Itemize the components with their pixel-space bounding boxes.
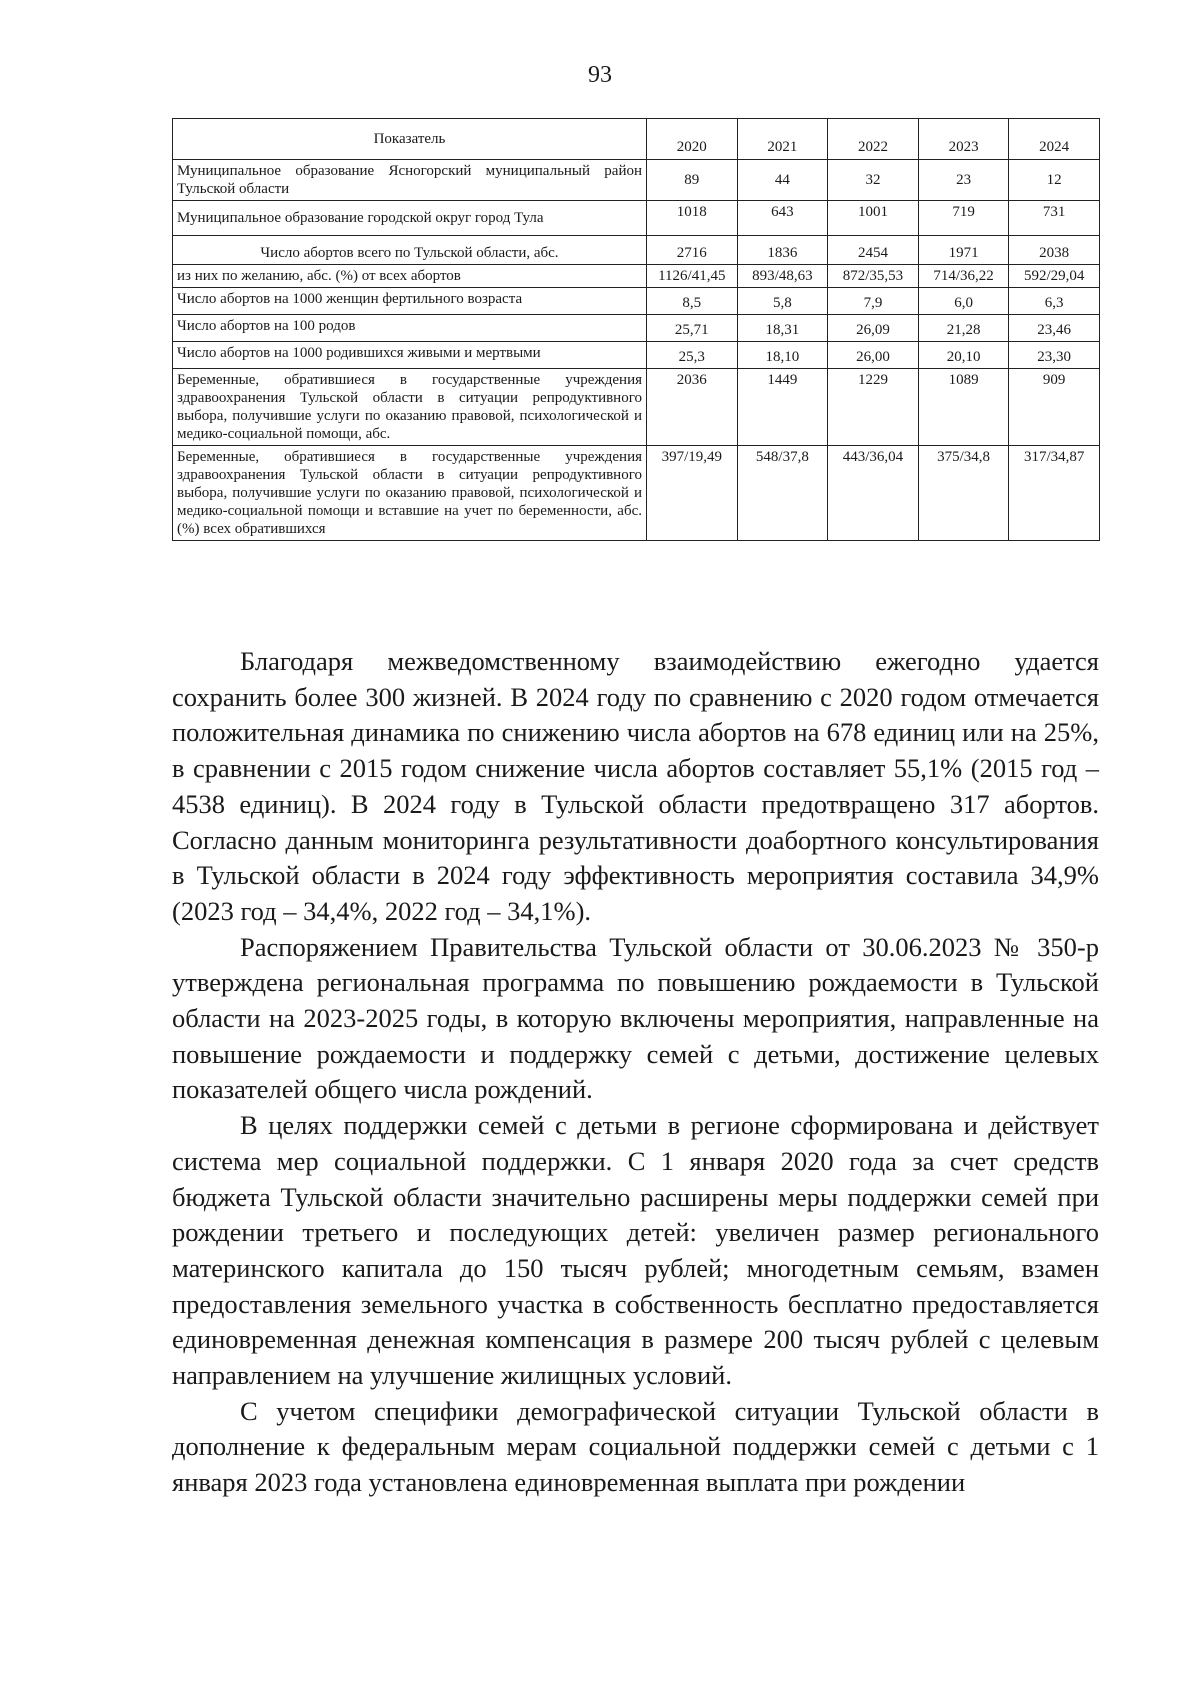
- table-cell: 548/37,8: [737, 446, 828, 541]
- table-cell: 2454: [828, 236, 919, 265]
- table-cell: 18,10: [737, 342, 828, 369]
- table-row: [173, 265, 1100, 288]
- table-cell: 2716: [647, 236, 738, 265]
- table-cell: 2036: [647, 369, 738, 446]
- table-row: [173, 288, 1100, 315]
- table-cell: 1089: [918, 369, 1009, 446]
- table-cell: 6,0: [918, 288, 1009, 315]
- paragraph: С учетом специфики демографической ситуации Тульской области в дополнение к федеральным мерам социальной поддержки семей с детьми с 1 января 2023 года установлена единовременная выплата при рождении: [172, 1395, 1099, 1498]
- row-label: Число абортов на 100 родов: [173, 315, 647, 342]
- table-row: [173, 342, 1100, 369]
- table-cell: 443/36,04: [828, 446, 919, 541]
- table-cell: 21,28: [918, 315, 1009, 342]
- table-cell: 18,31: [737, 315, 828, 342]
- table-cell: 317/34,87: [1009, 446, 1100, 541]
- table-cell: 731: [1009, 201, 1100, 236]
- table-cell: 12: [1009, 160, 1100, 201]
- row-label: Муниципальное образование Ясногорский муниципальный район Тульской области: [173, 160, 647, 201]
- row-label: Число абортов на 1000 женщин фертильного возраста: [173, 288, 647, 315]
- table-cell: 26,09: [828, 315, 919, 342]
- table-cell: 909: [1009, 369, 1100, 446]
- table-row: [173, 160, 1100, 201]
- table-cell: 397/19,49: [647, 446, 738, 541]
- table-cell: 32: [828, 160, 919, 201]
- table-cell: 592/29,04: [1009, 265, 1100, 288]
- table-cell: 5,8: [737, 288, 828, 315]
- table-cell: 893/48,63: [737, 265, 828, 288]
- row-label: из них по желанию, абс. (%) от всех абортов: [173, 265, 647, 288]
- table-cell: 23,46: [1009, 315, 1100, 342]
- table-cell: 6,3: [1009, 288, 1100, 315]
- table-cell: 719: [918, 201, 1009, 236]
- paragraph: В целях поддержки семей с детьми в регионе сформирована и действует система мер социальной поддержки. С 1 января 2020 года за счет средств бюджета Тульской области значительно расширены меры поддержки семей при рождении третьего и последующих детей: увеличен размер регионального материнского капитала до 150 тысяч рублей; многодетным семьям, взамен предоставления земельного участка в собственность бесплатно предоставляется единовременная денежная компенсация в размере 200 тысяч рублей с целевым направлением на улучшение жилищных условий.: [172, 1110, 1099, 1391]
- table-row: [173, 315, 1100, 342]
- table-row: [173, 446, 1100, 541]
- paragraph: Благодаря межведомственному взаимодействию ежегодно удается сохранить более 300 жизней. В 2024 году по сравнению с 2020 годом отмечается положительная динамика по снижению числа абортов на 678 единиц или на 25%, в сравнении с 2015 годом снижение числа абортов составляет 55,1% (2015 год – 4538 единиц). В 2024 году в Тульской области предотвращено 317 абортов. Согласно данным мониторинга результативности доабортного консультирования в Тульской области в 2024 году эффективность мероприятия составила 34,9% (2023 год – 34,4%, 2022 год – 34,1%).: [172, 646, 1099, 926]
- table-cell: 8,5: [647, 288, 738, 315]
- row-label: Число абортов на 1000 родившихся живыми и мертвыми: [173, 342, 647, 369]
- table-cell: 1001: [828, 201, 919, 236]
- column-header-year: 2022: [828, 119, 919, 160]
- table-cell: 7,9: [828, 288, 919, 315]
- table-cell: 375/34,8: [918, 446, 1009, 541]
- abortion-statistics-table: [172, 118, 1100, 541]
- column-header-year: 2024: [1009, 119, 1100, 160]
- column-header-year: 2023: [918, 119, 1009, 160]
- row-label: Беременные, обратившиеся в государственные учреждения здравоохранения Тульской области в ситуации репродуктивного выбора, получившие услуги по оказанию правовой, психологической и медико-социальной помощи и вставшие на учет по беременности, абс. (%) всех обратившихся: [173, 446, 647, 541]
- column-header-year: 2020: [647, 119, 738, 160]
- table-row: [173, 236, 1100, 265]
- row-label: Число абортов всего по Тульской области, абс.: [173, 236, 647, 265]
- table-cell: 1836: [737, 236, 828, 265]
- table-cell: 714/36,22: [918, 265, 1009, 288]
- row-label: Муниципальное образование городской округ город Тула: [173, 201, 647, 236]
- table-header-row: [173, 119, 1100, 160]
- table-cell: 1971: [918, 236, 1009, 265]
- table-cell: 872/35,53: [828, 265, 919, 288]
- table-cell: 1018: [647, 201, 738, 236]
- table-cell: 25,3: [647, 342, 738, 369]
- table-cell: 1229: [828, 369, 919, 446]
- table-cell: 20,10: [918, 342, 1009, 369]
- body-text: [172, 644, 1099, 1501]
- table-row: [173, 369, 1100, 446]
- page-number: 93: [588, 62, 612, 88]
- column-header-year: 2021: [737, 119, 828, 160]
- column-header-indicator: Показатель: [173, 119, 647, 160]
- table-cell: 26,00: [828, 342, 919, 369]
- table-cell: 89: [647, 160, 738, 201]
- table-cell: 1449: [737, 369, 828, 446]
- table-cell: 25,71: [647, 315, 738, 342]
- table-cell: 23,30: [1009, 342, 1100, 369]
- table-cell: 2038: [1009, 236, 1100, 265]
- table-cell: 44: [737, 160, 828, 201]
- table-cell: 1126/41,45: [647, 265, 738, 288]
- table-cell: 23: [918, 160, 1009, 201]
- paragraph: Распоряжением Правительства Тульской области от 30.06.2023 № 350-р утверждена региональная программа по повышению рождаемости в Тульской области на 2023-2025 годы, в которую включены мероприятия, направленные на повышение рождаемости и поддержку семей с детьми, достижение целевых показателей общего числа рождений.: [172, 931, 1099, 1105]
- row-label: Беременные, обратившиеся в государственные учреждения здравоохранения Тульской области в ситуации репродуктивного выбора, получившие услуги по оказанию правовой, психологической и медико-социальной помощи, абс.: [173, 369, 647, 446]
- table-row: [173, 201, 1100, 236]
- table-cell: 643: [737, 201, 828, 236]
